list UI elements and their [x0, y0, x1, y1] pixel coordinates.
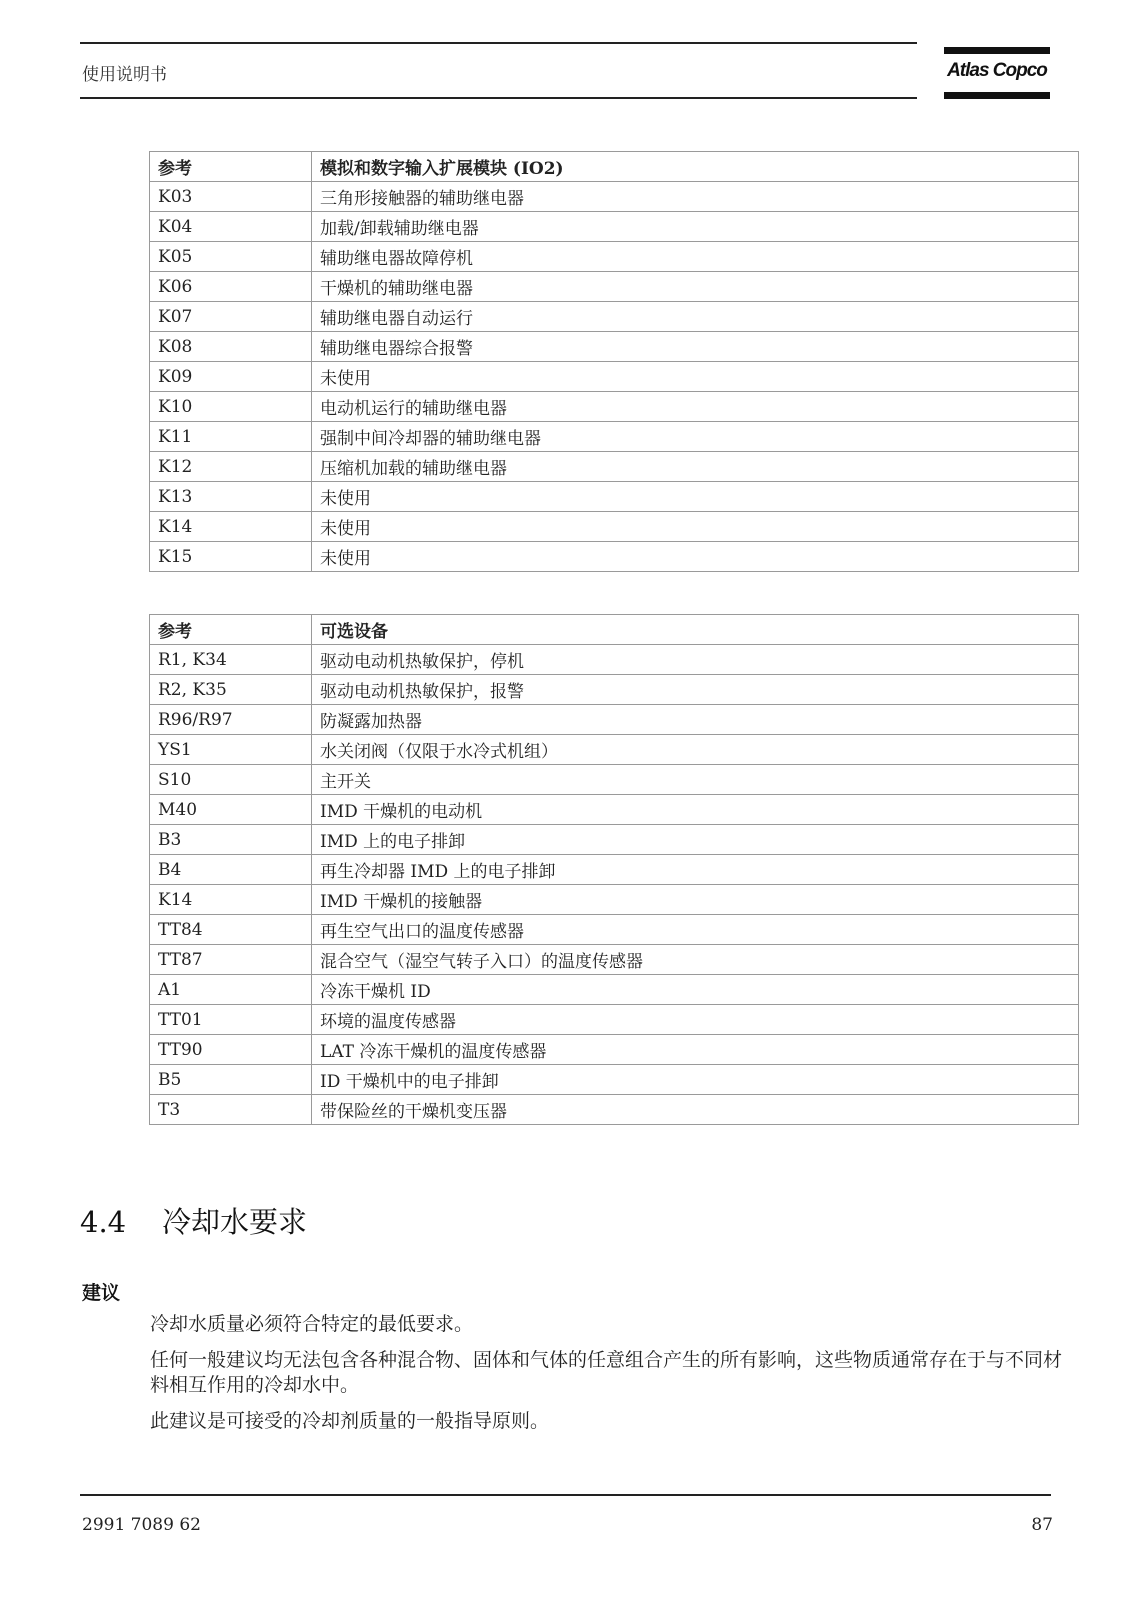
description-cell: 电动机运行的辅助继电器 — [312, 392, 1079, 422]
description-cell: 未使用 — [312, 542, 1079, 572]
table-row — [150, 362, 1079, 392]
description-cell: ID 干燥机中的电子排卸 — [312, 1065, 1079, 1095]
ref-cell: K15 — [150, 542, 312, 572]
section-heading — [80, 1200, 307, 1241]
description-cell: 未使用 — [312, 482, 1079, 512]
column-header-desc: 模拟和数字输入扩展模块 (IO2) — [312, 152, 1079, 182]
column-header-ref: 参考 — [150, 152, 312, 182]
ref-cell: K07 — [150, 302, 312, 332]
description-cell: IMD 干燥机的接触器 — [312, 885, 1079, 915]
table-row — [150, 512, 1079, 542]
table-row — [150, 795, 1079, 825]
ref-cell: K14 — [150, 885, 312, 915]
description-cell: 未使用 — [312, 512, 1079, 542]
table-row — [150, 825, 1079, 855]
ref-cell: TT01 — [150, 1005, 312, 1035]
table-row — [150, 855, 1079, 885]
table-row — [150, 422, 1079, 452]
ref-cell: B4 — [150, 855, 312, 885]
page-number: 87 — [1031, 1515, 1053, 1535]
table-row — [150, 1035, 1079, 1065]
paragraph: 冷却水质量必须符合特定的最低要求。 — [150, 1313, 474, 1335]
table-row — [150, 765, 1079, 795]
table-row — [150, 1095, 1079, 1125]
table-row — [150, 212, 1079, 242]
ref-cell: K09 — [150, 362, 312, 392]
footer-rule — [80, 1494, 1051, 1496]
description-cell: 再生空气出口的温度传感器 — [312, 915, 1079, 945]
ref-cell: S10 — [150, 765, 312, 795]
table-row — [150, 182, 1079, 212]
description-cell: 辅助继电器自动运行 — [312, 302, 1079, 332]
paragraph: 任何一般建议均无法包含各种混合物、固体和气体的任意组合产生的所有影响，这些物质通常存在于与不同材料相互作用的冷却水中。 — [150, 1349, 1063, 1396]
ref-cell: K10 — [150, 392, 312, 422]
ref-cell: TT84 — [150, 915, 312, 945]
ref-cell: B5 — [150, 1065, 312, 1095]
ref-cell: B3 — [150, 825, 312, 855]
ref-cell: R96/R97 — [150, 705, 312, 735]
description-cell: 三角形接触器的辅助继电器 — [312, 182, 1079, 212]
table-row — [150, 705, 1079, 735]
atlas-copco-logo — [944, 47, 1050, 99]
table-row — [150, 452, 1079, 482]
table-row — [150, 675, 1079, 705]
description-cell: 带保险丝的干燥机变压器 — [312, 1095, 1079, 1125]
description-cell: 再生冷却器 IMD 上的电子排卸 — [312, 855, 1079, 885]
ref-cell: YS1 — [150, 735, 312, 765]
description-cell: 辅助继电器故障停机 — [312, 242, 1079, 272]
logo-text: Atlas Copco — [947, 60, 1047, 81]
description-cell: IMD 上的电子排卸 — [312, 825, 1079, 855]
table-row — [150, 1005, 1079, 1035]
column-header-ref: 参考 — [150, 615, 312, 645]
document-title: 使用说明书 — [82, 65, 167, 85]
ref-cell: K04 — [150, 212, 312, 242]
ref-cell: R2, K35 — [150, 675, 312, 705]
ref-cell: R1, K34 — [150, 645, 312, 675]
column-header-desc: 可选设备 — [312, 615, 1079, 645]
table-row — [150, 542, 1079, 572]
description-cell: 强制中间冷却器的辅助继电器 — [312, 422, 1079, 452]
ref-cell: K08 — [150, 332, 312, 362]
logo-bar-bottom — [944, 92, 1050, 99]
description-cell: 水关闭阀（仅限于水冷式机组） — [312, 735, 1079, 765]
ref-cell: TT87 — [150, 945, 312, 975]
description-cell: 辅助继电器综合报警 — [312, 332, 1079, 362]
ref-cell: A1 — [150, 975, 312, 1005]
description-cell: 干燥机的辅助继电器 — [312, 272, 1079, 302]
section-number: 4.4 — [80, 1205, 127, 1239]
table-row — [150, 945, 1079, 975]
ref-cell: T3 — [150, 1095, 312, 1125]
ref-cell: K13 — [150, 482, 312, 512]
table-row — [150, 1065, 1079, 1095]
optional-equipment-table — [149, 614, 1079, 1125]
table-row — [150, 885, 1079, 915]
ref-cell: K06 — [150, 272, 312, 302]
table-row — [150, 302, 1079, 332]
ref-cell: K05 — [150, 242, 312, 272]
description-cell: 冷冻干燥机 ID — [312, 975, 1079, 1005]
table-header-row — [150, 615, 1079, 645]
ref-cell: K11 — [150, 422, 312, 452]
description-cell: 环境的温度传感器 — [312, 1005, 1079, 1035]
document-number: 2991 7089 62 — [82, 1515, 201, 1535]
description-cell: 主开关 — [312, 765, 1079, 795]
table-row — [150, 242, 1079, 272]
paragraph: 此建议是可接受的冷却剂质量的一般指导原则。 — [150, 1410, 550, 1432]
ref-cell: M40 — [150, 795, 312, 825]
description-cell: 加载/卸载辅助继电器 — [312, 212, 1079, 242]
io2-module-table — [149, 151, 1079, 572]
io2-table-body — [150, 182, 1079, 572]
description-cell: IMD 干燥机的电动机 — [312, 795, 1079, 825]
ref-cell: K14 — [150, 512, 312, 542]
table-row — [150, 735, 1079, 765]
header-rule-bottom — [80, 97, 917, 99]
description-cell: 驱动电动机热敏保护，停机 — [312, 645, 1079, 675]
table-row — [150, 482, 1079, 512]
ref-cell: K12 — [150, 452, 312, 482]
ref-cell: TT90 — [150, 1035, 312, 1065]
optional-table-body — [150, 645, 1079, 1125]
description-cell: 驱动电动机热敏保护，报警 — [312, 675, 1079, 705]
subsection-heading: 建议 — [82, 1282, 121, 1304]
table-row — [150, 915, 1079, 945]
section-title: 冷却水要求 — [162, 1205, 308, 1239]
description-cell: 防凝露加热器 — [312, 705, 1079, 735]
table-row — [150, 272, 1079, 302]
table-row — [150, 332, 1079, 362]
logo-bar-top — [944, 47, 1050, 54]
ref-cell: K03 — [150, 182, 312, 212]
table-header-row — [150, 152, 1079, 182]
description-cell: LAT 冷冻干燥机的温度传感器 — [312, 1035, 1079, 1065]
table-row — [150, 975, 1079, 1005]
table-row — [150, 392, 1079, 422]
header-rule-top — [80, 42, 917, 44]
description-cell: 未使用 — [312, 362, 1079, 392]
description-cell: 压缩机加载的辅助继电器 — [312, 452, 1079, 482]
description-cell: 混合空气（湿空气转子入口）的温度传感器 — [312, 945, 1079, 975]
table-row — [150, 645, 1079, 675]
